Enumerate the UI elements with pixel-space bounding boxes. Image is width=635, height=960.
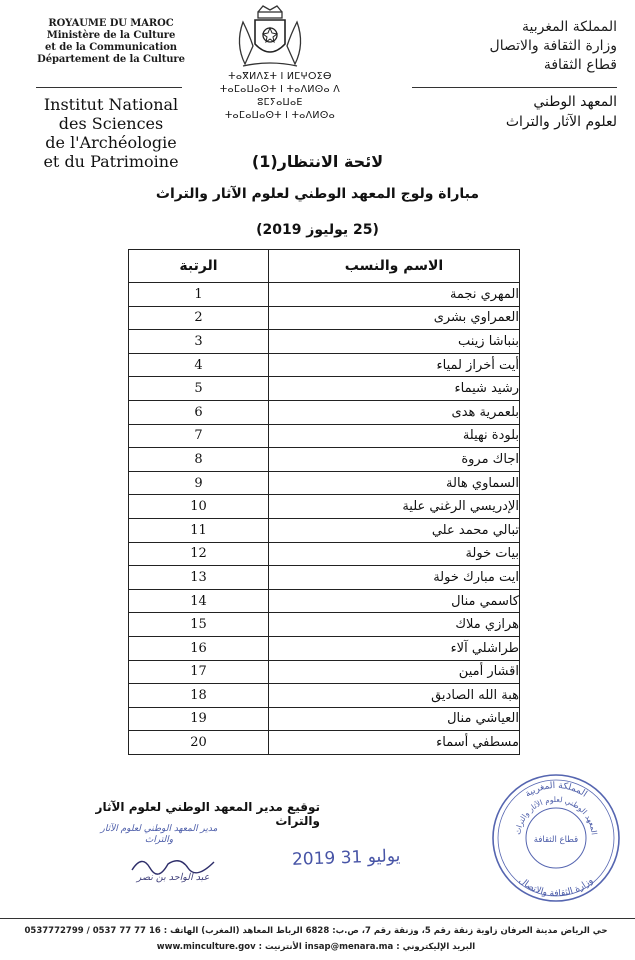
table-row — [129, 283, 520, 307]
candidate-name: السماوي هالة — [269, 471, 520, 495]
candidate-rank: 3 — [129, 330, 269, 354]
candidate-rank: 7 — [129, 424, 269, 448]
svg-text:المعهد الوطني لعلوم الآثار وال — [513, 795, 599, 835]
candidate-name: اجاك مروة — [269, 448, 520, 472]
header-tif-line: ⵜⴰⴳⵍⴷⵉⵜ ⵏ ⵍⵎⵖⵔⵉⴱ — [228, 71, 332, 82]
table-row — [129, 495, 520, 519]
candidate-rank: 16 — [129, 636, 269, 660]
table-row — [129, 353, 520, 377]
candidate-rank: 9 — [129, 471, 269, 495]
candidate-rank: 11 — [129, 518, 269, 542]
candidate-name: المهري نجمة — [269, 283, 520, 307]
candidate-name: العمراوي بشرى — [269, 306, 520, 330]
table-row — [129, 707, 520, 731]
seal-center-text: قطاع الثقافة — [533, 835, 579, 845]
table-row — [129, 330, 520, 354]
header-fr-divider — [36, 87, 182, 88]
candidate-rank: 5 — [129, 377, 269, 401]
header-fr-institute-line: Institut National des Sciences — [43, 95, 179, 133]
candidate-rank: 17 — [129, 660, 269, 684]
table-row — [129, 424, 520, 448]
header-fr-line: et de la Communication — [45, 42, 177, 53]
seal-top-text: المملكة المغربية — [523, 781, 589, 800]
seal-bottom-text: وزارة الثقافة والاتصال — [516, 875, 596, 900]
candidate-name: العياشي منال — [269, 707, 520, 731]
candidate-rank: 19 — [129, 707, 269, 731]
director-stamp — [94, 824, 224, 846]
candidate-name: اقشار أمين — [269, 660, 520, 684]
header-arabic — [407, 18, 617, 75]
header-ar-institute — [407, 92, 617, 132]
date-stamp: 2019 يوليو 31 — [291, 846, 401, 870]
candidate-name: بلعمرية هدى — [269, 400, 520, 424]
page-subtitle: مباراة ولوج المعهد الوطني لعلوم الآثار والتراث — [155, 186, 480, 202]
header-fr-line: ROYAUME DU MAROC — [48, 18, 174, 29]
signature-label: توقيع مدير المعهد الوطني لعلوم الآثار والتراث — [95, 800, 320, 828]
candidate-name: الإدريسي الرغني علية — [269, 495, 520, 519]
table-row — [129, 566, 520, 590]
candidate-rank: 1 — [129, 283, 269, 307]
header-ar-line: المملكة المغربية — [521, 19, 617, 35]
header-ar-institute-line: لعلوم الآثار والتراث — [505, 114, 617, 130]
page-date: (25 يوليوز 2019) — [256, 222, 379, 238]
column-header-name: الاسم والنسب — [269, 250, 520, 283]
candidate-name: هبة الله الصاديق — [269, 684, 520, 708]
table-row — [129, 448, 520, 472]
header-fr-institute-line: de l'Archéologie et du Patrimoine — [43, 133, 179, 171]
candidate-name: بلودة نهيلة — [269, 424, 520, 448]
header-tif-line: ⵜⴰⵎⴰⵡⴰⵙⵜ ⵏ ⵜⴰⴷⵍⵙⴰ — [224, 110, 336, 121]
footer-divider — [0, 918, 635, 919]
candidate-rank: 20 — [129, 731, 269, 755]
candidate-name: هرازي ملاك — [269, 613, 520, 637]
header-tifinagh — [200, 70, 360, 122]
table-row — [129, 660, 520, 684]
director-stamp-line: مدير المعهد الوطني لعلوم الآثار — [100, 824, 218, 834]
candidate-rank: 10 — [129, 495, 269, 519]
column-header-rank: الرتبة — [129, 250, 269, 283]
table-row — [129, 400, 520, 424]
candidate-name: تبالي محمد علي — [269, 518, 520, 542]
candidate-name: رشيد شيماء — [269, 377, 520, 401]
page-title: لائحة الانتظار(1) — [251, 152, 384, 171]
header-fr-line: Ministère de la Culture — [46, 30, 176, 41]
candidate-rank: 6 — [129, 400, 269, 424]
candidate-rank: 4 — [129, 353, 269, 377]
candidate-rank: 8 — [129, 448, 269, 472]
table-header-row — [129, 250, 520, 283]
table-row — [129, 518, 520, 542]
coat-of-arms-emblem — [225, 4, 315, 72]
footer-address: حي الرياض مدينة العرفان زاوية زنقة رقم 5، وزنقة رقم 7، ص.ب: 6828 الرباط المعاهد (المغرب) الهاتف : 16 77 77 0537 / 0537772799 — [24, 926, 608, 936]
header-ar-line: وزارة الثقافة والاتصال — [489, 38, 617, 54]
signer-name: عبد الواحد بن نصر — [136, 872, 210, 883]
table-row — [129, 613, 520, 637]
footer-contact: البريد الإليكتروني : insap@menara.ma الأنترنيت : www.minculture.gov — [156, 942, 476, 952]
candidate-name: أيت أخراز لمياء — [269, 353, 520, 377]
header-fr-line: Département de la Culture — [37, 54, 185, 65]
table-row — [129, 684, 520, 708]
table-row — [129, 471, 520, 495]
candidate-name: مسطفي أسماء — [269, 731, 520, 755]
table-row — [129, 306, 520, 330]
seal-inner-text: المعهد الوطني لعلوم الآثار والتراث — [513, 794, 599, 836]
candidate-name: طراشلي آلاء — [269, 636, 520, 660]
candidate-name: ايت مبارك خولة — [269, 566, 520, 590]
official-round-seal — [488, 770, 624, 906]
candidate-rank: 18 — [129, 684, 269, 708]
table-row — [129, 636, 520, 660]
candidate-rank: 15 — [129, 613, 269, 637]
candidate-name: كاسمي منال — [269, 589, 520, 613]
table-row — [129, 589, 520, 613]
candidate-name: بيات خولة — [269, 542, 520, 566]
table-row — [129, 542, 520, 566]
header-french — [36, 18, 186, 66]
candidate-rank: 14 — [129, 589, 269, 613]
header-ar-line: قطاع الثقافة — [543, 57, 617, 73]
candidate-rank: 12 — [129, 542, 269, 566]
candidate-rank: 13 — [129, 566, 269, 590]
candidate-rank: 2 — [129, 306, 269, 330]
director-stamp-line: والتراث — [144, 835, 174, 845]
waiting-list-table — [128, 249, 520, 755]
candidate-name: بنباشا زينب — [269, 330, 520, 354]
header-tif-line: ⵜⴰⵎⴰⵡⴰⵙⵜ ⵏ ⵜⴰⴷⵍⵙⴰ ⴷ ⵓⵎⵢⴰⵡⴰⴹ — [219, 84, 341, 108]
table-row — [129, 377, 520, 401]
header-ar-divider — [412, 87, 617, 88]
header-ar-institute-line: المعهد الوطني — [533, 94, 617, 110]
table-row — [129, 731, 520, 755]
